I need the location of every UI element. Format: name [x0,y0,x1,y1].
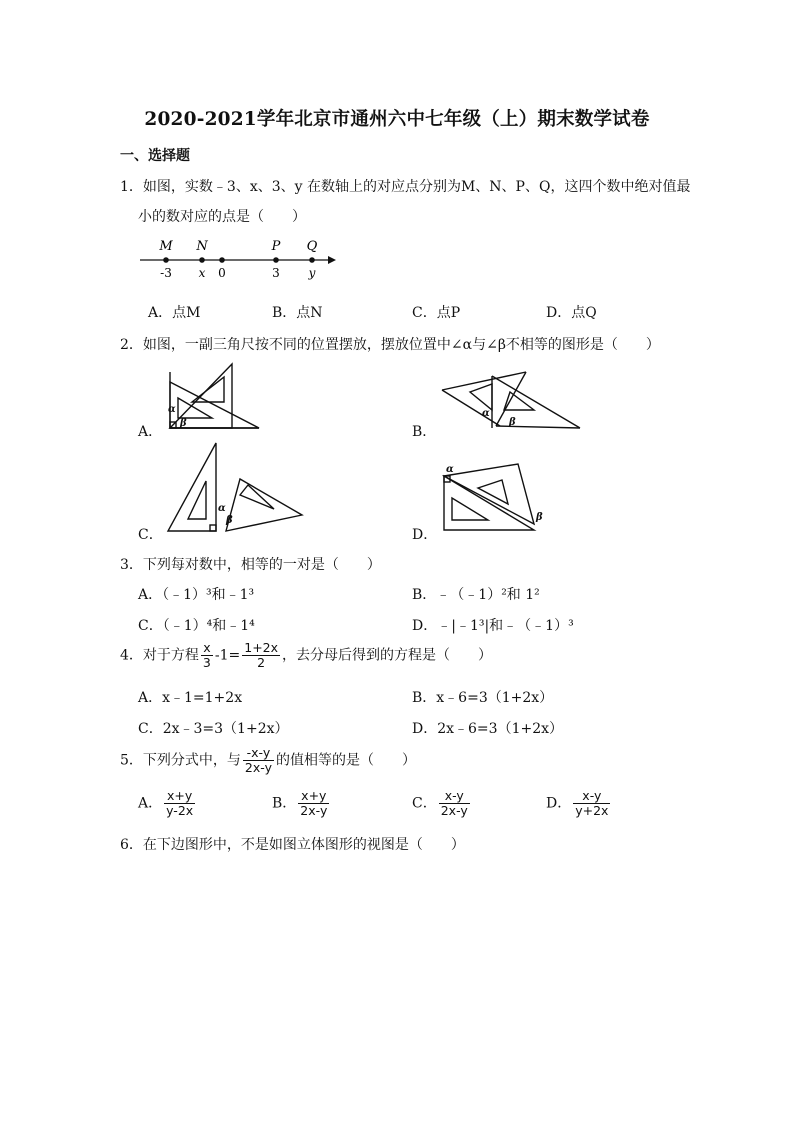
question-1-option-c[interactable]: C．点P [412,305,461,321]
question-2-option-b-label[interactable]: B． [412,424,437,440]
question-1-line-2: 小的数对应的点是（ ） [138,209,306,225]
triangle-rulers-figure-d [438,462,550,534]
question-3-text: 3．下列每对数中，相等的一对是（ ） [120,557,381,573]
fraction: $\frac{x-y}{2x-y}$ [440,788,468,818]
question-5-option-b[interactable]: B． $\frac{x+y}{2x-y}$ [272,788,328,818]
number-line-point [309,257,315,263]
fraction: $\frac{x-y}{y+2x}$ [575,788,609,818]
beta-label: β [226,515,233,526]
number-line-arrow [328,256,336,264]
number-line-figure [138,236,338,282]
alpha-label: α [446,464,454,475]
question-2-option-c-label[interactable]: C． [138,527,163,543]
question-5-option-c[interactable]: C． $\frac{x-y}{2x-y}$ [412,788,468,818]
number-line-tick-label: 0 [218,266,226,280]
number-line-point [199,257,205,263]
number-line-point-name: M [159,239,173,254]
alpha-label: α [482,408,490,419]
fraction: $\frac{x+y}{2x-y}$ [300,788,328,818]
question-1-option-a[interactable]: A．点M [148,305,201,321]
alpha-label: α [168,404,176,415]
question-6-text: 6．在下边图形中，不是如图立体图形的视图是（ ） [120,837,465,853]
fraction: $\frac{1+2x}{2}$ [244,640,279,670]
number-line-tick-label: 3 [272,266,280,280]
question-4-option-a[interactable]: A．x﹣1=1+2x [138,690,243,706]
question-4-option-c[interactable]: C．2x﹣3=3（1+2x） [138,721,289,737]
number-line-point-name: P [271,239,281,254]
page-title: 2020-2021学年北京市通州六中七年级（上）期末数学试卷 [144,109,650,130]
question-2-option-d-label[interactable]: D． [412,527,438,543]
question-2-text: 2．如图，一副三角尺按不同的位置摆放，摆放位置中∠α与∠β不相等的图形是（ ） [120,337,660,353]
question-5-option-d[interactable]: D． $\frac{x-y}{y+2x}$ [546,788,609,818]
triangle-rulers-figure-c [166,441,308,533]
question-3-option-d[interactable]: D．﹣|﹣1³|和﹣（﹣1）³ [412,618,574,634]
fraction: $\frac{x}{3}$ [202,640,211,670]
question-3-option-b[interactable]: B．﹣（﹣1）²和 1² [412,587,540,603]
fraction: $\frac{-x-y}{2x-y}$ [244,745,272,775]
question-1-option-d[interactable]: D．点Q [546,305,597,321]
section-heading: 一、选择题 [120,148,190,164]
question-1-line-1: 1．如图，实数﹣3、x、3、y 在数轴上的对应点分别为M、N、P、Q，这四个数中绝对值最 [120,179,691,195]
fraction: $\frac{x+y}{y-2x}$ [166,788,194,818]
beta-label: β [509,417,516,428]
alpha-label: α [218,503,226,514]
number-line-point-name: N [196,239,208,254]
triangle-rulers-figure-b [440,370,582,432]
question-3-option-c[interactable]: C．（﹣1）⁴和﹣1⁴ [138,618,255,634]
number-line-point [273,257,279,263]
beta-label: β [180,418,187,429]
number-line-point [163,257,169,263]
number-line-point-name: Q [306,239,318,254]
number-line-tick-label: x [198,266,206,280]
question-2-option-a-label[interactable]: A． [138,424,163,440]
beta-label: β [536,512,543,523]
triangle-rulers-figure-a [162,362,262,430]
question-1-option-b[interactable]: B．点N [272,305,323,321]
question-4-option-d[interactable]: D．2x﹣6=3（1+2x） [412,721,564,737]
question-4-text: 4．对于方程 $\frac{x}{3}$ -1= $\frac{1+2x}{2}$ ，去分母后得到的方程是（ ） [120,640,493,670]
question-3-option-a[interactable]: A．（﹣1）³和﹣1³ [138,587,255,603]
question-4-option-b[interactable]: B．x﹣6=3（1+2x） [412,690,554,706]
number-line-point [219,257,225,263]
number-line-tick-label: -3 [160,266,172,280]
question-5-text: 5．下列分式中，与 $\frac{-x-y}{2x-y}$ 的值相等的是（ ） [120,745,416,775]
question-5-option-a[interactable]: A． $\frac{x+y}{y-2x}$ [138,788,194,818]
number-line-tick-label: y [308,266,316,280]
